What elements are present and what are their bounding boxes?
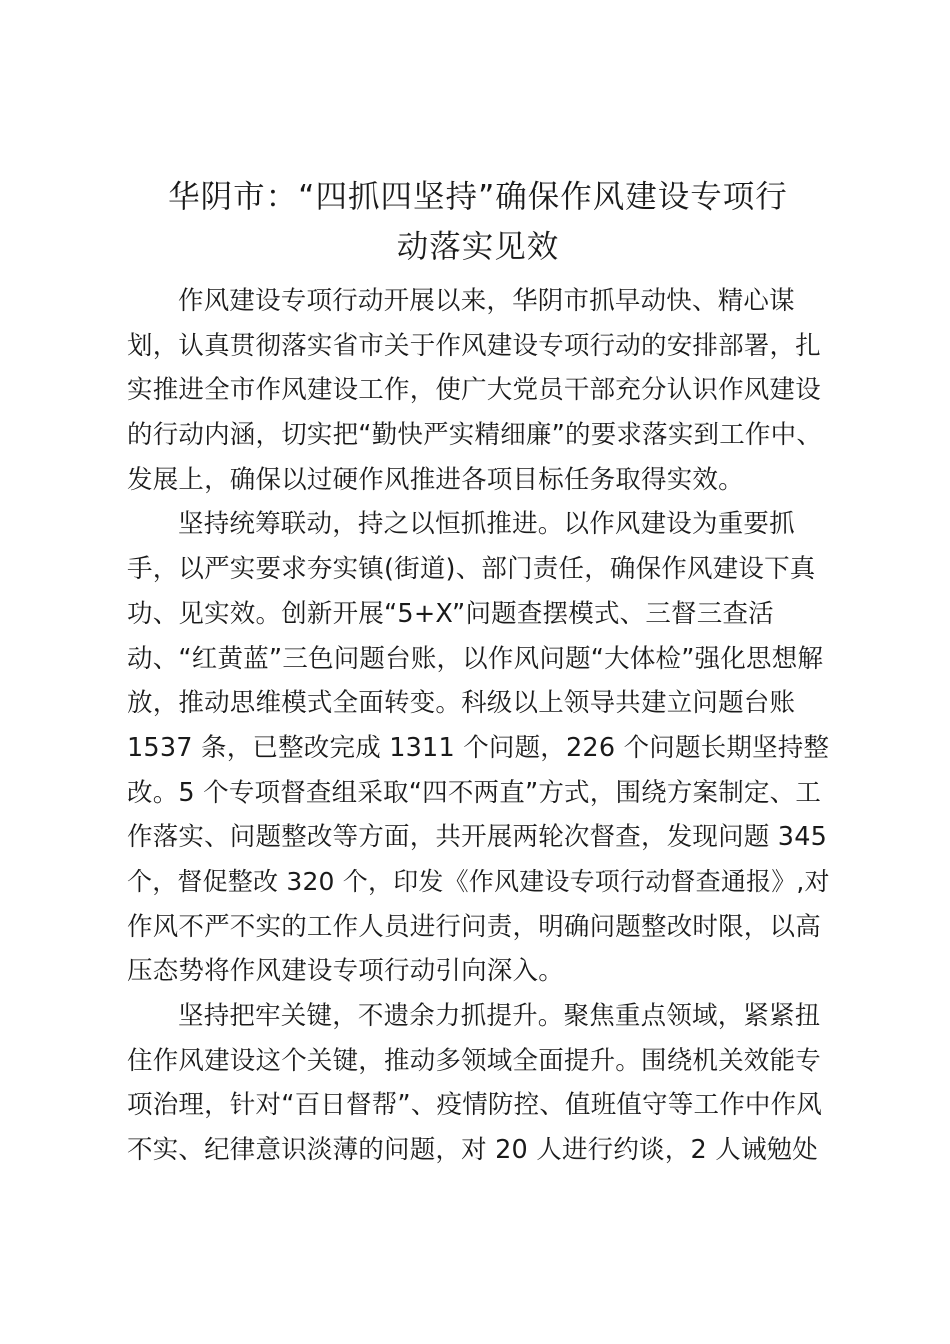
paragraph-line: 不实、纪律意识淡薄的问题，对 20 人进行约谈，2 人诫勉处 (127, 1135, 818, 1166)
paragraph-line: 作风建设专项行动开展以来，华阴市抓早动快、精心谋 (178, 286, 795, 316)
paragraph-line: 的行动内涵，切实把“勤快严实精细廉”的要求落实到工作中、 (127, 420, 823, 451)
paragraph-line: 个，督促整改 320 个，印发《作风建设专项行动督查通报》,对 (127, 866, 830, 896)
title-line-1: 华阴市：“四抓四坚持”确保作风建设专项行 (168, 179, 788, 215)
paragraph-2 (127, 502, 839, 994)
paragraph-3 (127, 994, 839, 1173)
paragraph-line: 发展上，确保以过硬作风推进各项目标任务取得实效。 (127, 464, 744, 495)
paragraph-line: 坚持统筹联动，持之以恒抓推进。以作风建设为重要抓 (178, 509, 795, 540)
paragraph-line: 项治理，针对“百日督帮”、疫情防控、值班值守等工作中作风 (127, 1090, 823, 1121)
paragraph-line: 手，以严实要求夯实镇(街道)、部门责任，确保作风建设下真 (127, 554, 816, 585)
document-title (118, 172, 838, 272)
title-line-2: 动落实见效 (396, 229, 560, 265)
paragraph-line: 划，认真贯彻落实省市关于作风建设专项行动的安排部署，扎 (127, 330, 821, 361)
document-body (127, 279, 839, 1173)
paragraph-line: 放，推动思维模式全面转变。科级以上领导共建立问题台账 (127, 688, 796, 719)
paragraph-line: 压态势将作风建设专项行动引向深入。 (127, 956, 564, 987)
paragraph-line: 坚持把牢关键，不遗余力抓提升。聚焦重点领域，紧紧扭 (178, 1001, 821, 1031)
paragraph-line: 1537 条，已整改完成 1311 个问题，226 个问题长期坚持整 (127, 732, 830, 763)
paragraph-line: 作落实、问题整改等方面，共开展两轮次督查，发现问题 345 (127, 822, 828, 853)
paragraph-line: 功、见实效。创新开展“5+X”问题查摆模式、三督三查活 (127, 598, 774, 629)
paragraph-line: 住作风建设这个关键，推动多领域全面提升。围绕机关效能专 (127, 1045, 821, 1076)
paragraph-1 (127, 279, 839, 502)
paragraph-line: 作风不严不实的工作人员进行问责，明确问题整改时限，以高 (127, 911, 821, 942)
paragraph-line: 改。5 个专项督查组采取“四不两直”方式，围绕方案制定、工 (127, 777, 822, 808)
paragraph-line: 实推进全市作风建设工作，使广大党员干部充分认识作风建设 (127, 375, 821, 406)
paragraph-line: 动、“红黄蓝”三色问题台账，以作风问题“大体检”强化思想解 (127, 643, 824, 674)
